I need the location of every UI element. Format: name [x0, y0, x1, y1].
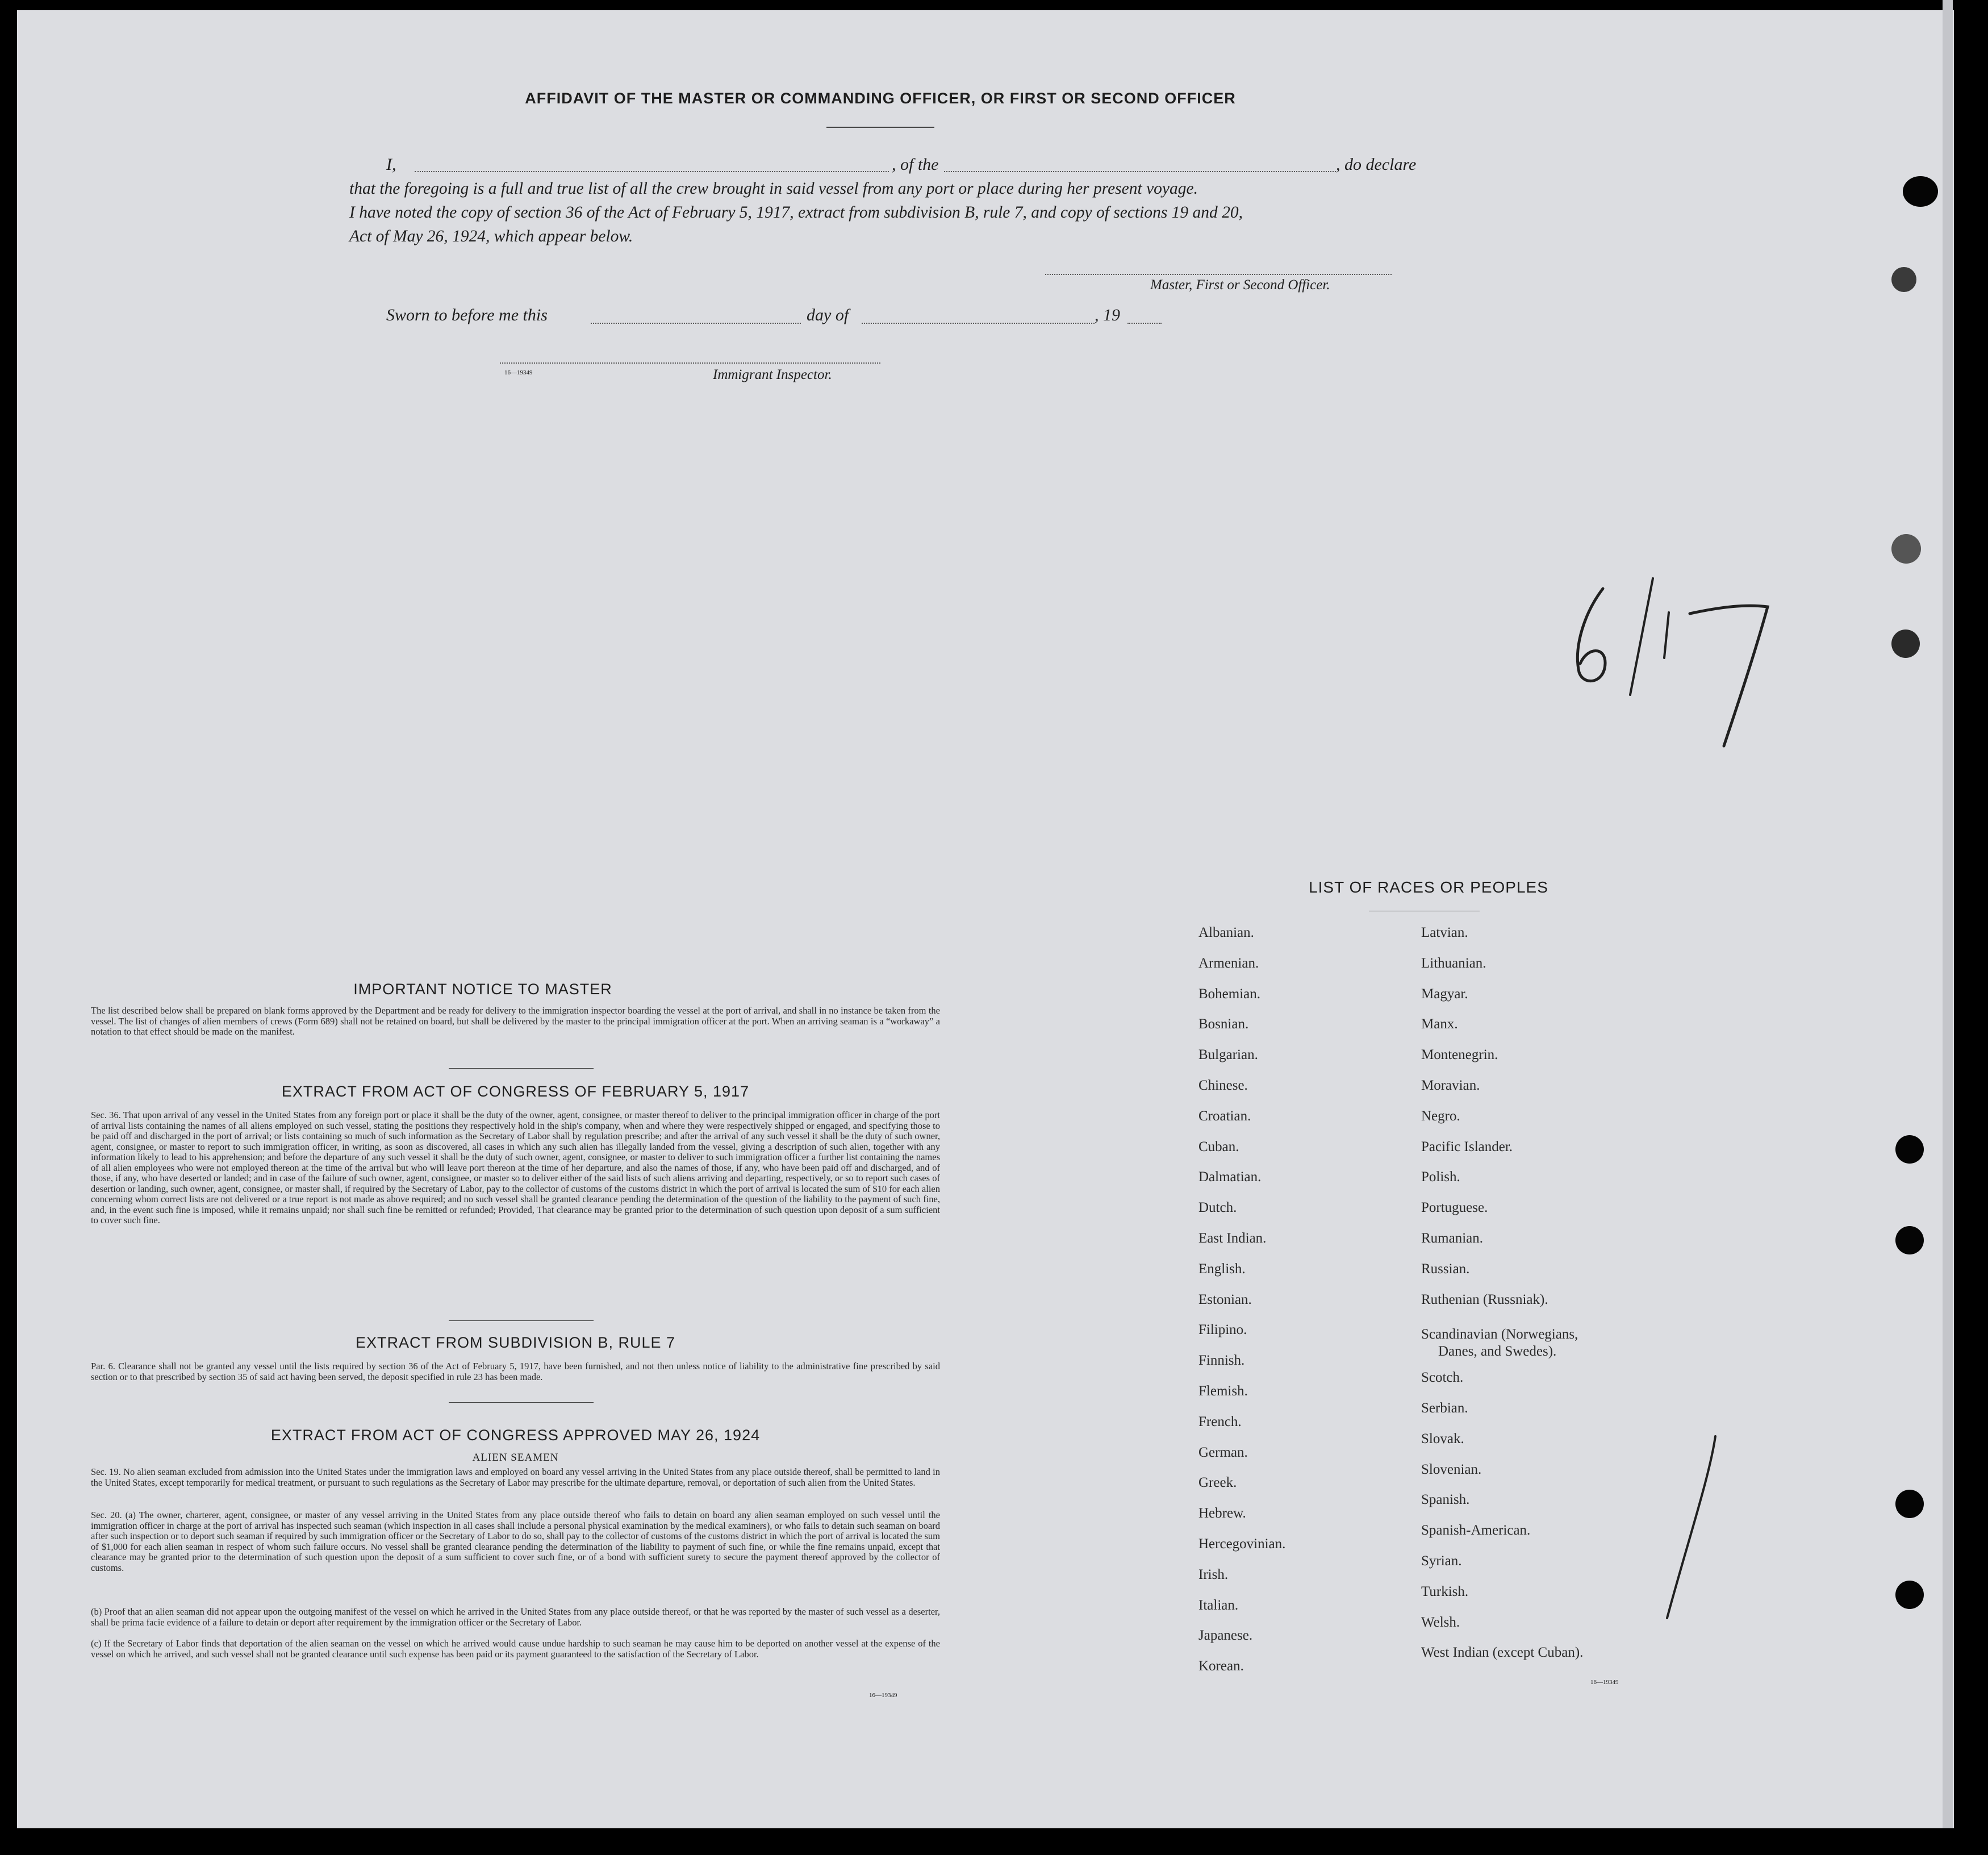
race-item: Moravian. — [1421, 1078, 1480, 1093]
race-item: Armenian. — [1198, 955, 1259, 971]
rule-7-text: Par. 6. Clearance shall not be granted any vessel until the lists required by section 36 of the Act of February 5, 1917, have been furnished, and not then unless notice of liability to the administrative fine prescribed by said section or to that prescribed by section 35 of said act having been served, the deposit specified in rule 23 has been made. — [91, 1361, 940, 1382]
race-item: Rumanian. — [1421, 1231, 1484, 1246]
race-item: German. — [1198, 1444, 1248, 1460]
race-item: Hercegovinian. — [1198, 1536, 1286, 1552]
document-page — [17, 10, 1954, 1828]
signature-label: Master, First or Second Officer. — [1150, 277, 1330, 293]
sec-20b-text: (b) Proof that an alien seaman did not appear upon the outgoing manifest of the vessel on which he arrived in the United States from any place outside thereof, or that he was reported by the master of such vessel as a deserter, shall be prima facie evidence of a failure to detain or deport after requirement by the immigration officer or the Secretary of Labor. — [91, 1606, 940, 1628]
punch-hole — [1895, 1490, 1924, 1518]
race-item: East Indian. — [1198, 1231, 1267, 1246]
race-item: Portuguese. — [1421, 1200, 1488, 1216]
sec-20a-text: Sec. 20. (a) The owner, charterer, agent, consignee, or master of any vessel arriving in the United States from any place outside thereof who fails to detain on board any alien seaman employed on such vessel until the immigration officer in charge at the port of arrival has inspected such seaman (which inspection in all cases shall include a personal physical examination by the medical examiners), or who fails to detain such seaman on board after such inspection or to deport such seaman if required by such immigration officer or the Secretary of Labor to do so, shall pay to the collector of customs of the customs district in which the port of arrival is located the sum of $1,000 for each alien seaman in respect of whom such failure occurs. No vessel shall be granted clearance pending the determination of the liability to payment of such fine, or while the fine remains unpaid, except that clearance may be granted prior to the determination of such question upon the deposit of a sum sufficient to cover such fine, or of a bond with sufficient surety to secure the payment thereof approved by the collector of customs. — [91, 1510, 940, 1573]
affidavit-title: AFFIDAVIT OF THE MASTER OR COMMANDING OFFICER, OR FIRST OR SECOND OFFICER — [525, 90, 1236, 107]
race-item: Dalmatian. — [1198, 1169, 1262, 1185]
race-item: Greek. — [1198, 1475, 1237, 1491]
race-item: Negro. — [1421, 1108, 1460, 1124]
year-blank-line — [1127, 323, 1162, 324]
sec-19-text: Sec. 19. No alien seaman excluded from admission into the United States under the immigration laws and employed on board any vessel arriving in the United States from any place outside thereof, shall be permitted to land in the United States, except temporarily for medical treatment, or pursuant to such regulations as the Secretary of Labor may prescribe for the ultimate departure, removal, or deportation of such alien from the United States. — [91, 1466, 940, 1488]
affidavit-line-2: that the foregoing is a full and true list of all the crew brought in said vessel from any port or place during her present voyage. — [349, 180, 1198, 198]
race-item: Scandinavian (Norwegians, — [1421, 1327, 1578, 1343]
race-item: Japanese. — [1198, 1628, 1253, 1644]
race-item: Turkish. — [1421, 1583, 1469, 1599]
punch-hole — [1895, 1581, 1924, 1609]
race-item: West Indian (except Cuban). — [1421, 1645, 1584, 1661]
race-item: Bohemian. — [1198, 986, 1261, 1002]
notice-divider — [449, 1068, 594, 1069]
race-item: Spanish-American. — [1421, 1523, 1531, 1539]
race-item: Russian. — [1421, 1261, 1470, 1277]
race-item: Croatian. — [1198, 1108, 1251, 1124]
sworn-month-line — [862, 323, 1095, 324]
race-item: Dutch. — [1198, 1200, 1237, 1216]
sec-20c-text: (c) If the Secretary of Labor finds that deportation of the alien seaman on the vessel on which he arrived would cause undue hardship to such seaman he may cause him to be deported on another vessel at the expense of the vessel on which he arrived, and such vessel shall not be granted clearance until such expense has been paid or its payment guaranteed to the satisfaction of the Secretary of Labor. — [91, 1638, 940, 1660]
affidavit-line-3: I have noted the copy of section 36 of the Act of February 5, 1917, extract from subdivision B, rule 7, and copy of sections 19 and 20, — [349, 203, 1243, 222]
race-item: Latvian. — [1421, 925, 1468, 940]
race-item: Finnish. — [1198, 1353, 1245, 1369]
race-item: Hebrew. — [1198, 1506, 1246, 1521]
race-item: Estonian. — [1198, 1291, 1252, 1307]
races-title: LIST OF RACES OR PEOPLES — [1309, 878, 1548, 896]
race-item: Cuban. — [1198, 1139, 1239, 1154]
race-item: Albanian. — [1198, 925, 1254, 940]
inspector-label: Immigrant Inspector. — [713, 367, 832, 382]
notice-title: IMPORTANT NOTICE TO MASTER — [353, 981, 612, 998]
race-item: Spanish. — [1421, 1492, 1470, 1508]
race-item: Bulgarian. — [1198, 1047, 1258, 1063]
race-item: Flemish. — [1198, 1383, 1248, 1399]
punch-hole — [1891, 267, 1916, 292]
race-item: Serbian. — [1421, 1400, 1468, 1416]
race-item: Lithuanian. — [1421, 955, 1486, 971]
alien-seamen-subtitle: ALIEN SEAMEN — [472, 1452, 559, 1464]
inspector-signature-line — [500, 362, 880, 364]
rule-7-title: EXTRACT FROM SUBDIVISION B, RULE 7 — [355, 1334, 676, 1351]
race-item: Ruthenian (Russniak). — [1421, 1291, 1548, 1307]
race-item: Irish. — [1198, 1566, 1229, 1582]
vessel-blank-line — [944, 171, 1336, 172]
race-item: Bosnian. — [1198, 1016, 1249, 1032]
rule-7-divider — [449, 1402, 594, 1403]
extract-form-number: 16—19349 — [869, 1692, 897, 1699]
race-item: Korean. — [1198, 1658, 1244, 1674]
name-blank-line — [415, 171, 889, 172]
punch-hole — [1903, 176, 1938, 207]
race-item: Slovak. — [1421, 1431, 1464, 1447]
race-item: Pacific Islander. — [1421, 1139, 1513, 1154]
sworn-label: Sworn to before me this — [386, 306, 548, 324]
race-item: Italian. — [1198, 1597, 1239, 1613]
affidavit-line-4: Act of May 26, 1924, which appear below. — [349, 227, 633, 245]
race-item: Manx. — [1421, 1016, 1458, 1032]
race-item: Scotch. — [1421, 1370, 1464, 1386]
race-item: French. — [1198, 1414, 1242, 1429]
declare-of-the: , of the — [892, 155, 939, 174]
race-item: Chinese. — [1198, 1078, 1248, 1093]
punch-hole — [1895, 1226, 1924, 1254]
race-item: Welsh. — [1421, 1614, 1460, 1630]
race-item: Slovenian. — [1421, 1461, 1482, 1477]
punch-hole — [1891, 534, 1921, 564]
extract-1917-title: EXTRACT FROM ACT OF CONGRESS OF FEBRUARY 5, 1917 — [281, 1083, 750, 1100]
punch-hole — [1891, 630, 1920, 658]
declare-i: I, — [386, 155, 396, 174]
extract-1924-title: EXTRACT FROM ACT OF CONGRESS APPROVED MAY 26, 1924 — [270, 1427, 761, 1444]
race-item: Filipino. — [1198, 1322, 1247, 1338]
title-divider — [826, 127, 934, 128]
handwritten-date — [1551, 573, 1789, 766]
races-form-number: 16—19349 — [1590, 1679, 1619, 1686]
punch-hole — [1895, 1135, 1924, 1164]
day-of-label: day of — [807, 306, 849, 324]
declare-do-declare: , do declare — [1336, 155, 1417, 174]
signature-line — [1045, 274, 1392, 275]
page-edge — [1943, 0, 1953, 1828]
handwritten-stroke — [1653, 1431, 1727, 1635]
sworn-day-line — [591, 323, 801, 324]
form-number: 16—19349 — [504, 369, 533, 376]
race-item: Danes, and Swedes). — [1438, 1344, 1557, 1360]
race-item: Magyar. — [1421, 986, 1468, 1002]
notice-text: The list described below shall be prepared on blank forms approved by the Department and be ready for delivery to the immigration inspector boarding the vessel at the port of arrival, and shall in no instance be taken from the vessel. The list of changes of alien members of crews (Form 689) shall not be retained on board, but shall be delivered by the master to the principal immigration officer at the port. When an arriving seaman is a “workaway” a notation to that effect should be made on the manifest. — [91, 1005, 940, 1037]
race-item: Montenegrin. — [1421, 1047, 1498, 1063]
extract-1917-text: Sec. 36. That upon arrival of any vessel in the United States from any foreign port or place it shall be the duty of the owner, agent, consignee, or master thereof to deliver to the principal immigration officer in charge of the port of arrival lists containing the names of all aliens employed on such vessel, stating the positions they respectively hold in the ship's company, when and where they were respectively shipped or engaged, and specifying those to be paid off and discharged in the port of arrival; or lists containing so much of such information as the Secretary of Labor shall by regulation prescribe; and after the arrival of any such vessel it shall be the duty of such owner, agent, consignee, or master to report to such immigration officer, in writing, as soon as discovered, all cases in which any such alien has illegally landed from the vessel, giving a description of such alien, together with any information likely to lead to his apprehension; and before the departure of any such vessel it shall be the duty of such owner, agent, consignee, or master to deliver to such immigration officer a further list containing the names of all alien employees who were not employed thereon at the time of the arrival but who will leave port thereon at the time of her departure, and also the names of those, if any, who have been paid off and discharged, and of those, if any, who have deserted or landed; and in case of the failure of such owner, agent, consignee, or master so to deliver either of the said lists of such aliens arriving and departing, respectively, or so to report such cases of desertion or landing, such owner, agent, consignee, or master shall, if required by the Secretary of Labor, pay to the collector of customs of the customs district in which the port of arrival is located the sum of $10 for each alien concerning whom correct lists are not delivered or a true report is not made as above required; and no such vessel shall be granted clearance pending the determination of the question of the liability to the payment of such fine, and, in the event such fine is imposed, while it remains unpaid; nor shall such fine be remitted or refunded; Provided, That clearance may be granted prior to the determination of such question upon deposit of a sum sufficient to cover such fine. — [91, 1110, 940, 1225]
extract-1917-divider — [449, 1320, 594, 1321]
race-item: Syrian. — [1421, 1553, 1462, 1569]
race-item: English. — [1198, 1261, 1246, 1277]
year-label: , 19 — [1095, 306, 1120, 324]
race-item: Polish. — [1421, 1169, 1460, 1185]
